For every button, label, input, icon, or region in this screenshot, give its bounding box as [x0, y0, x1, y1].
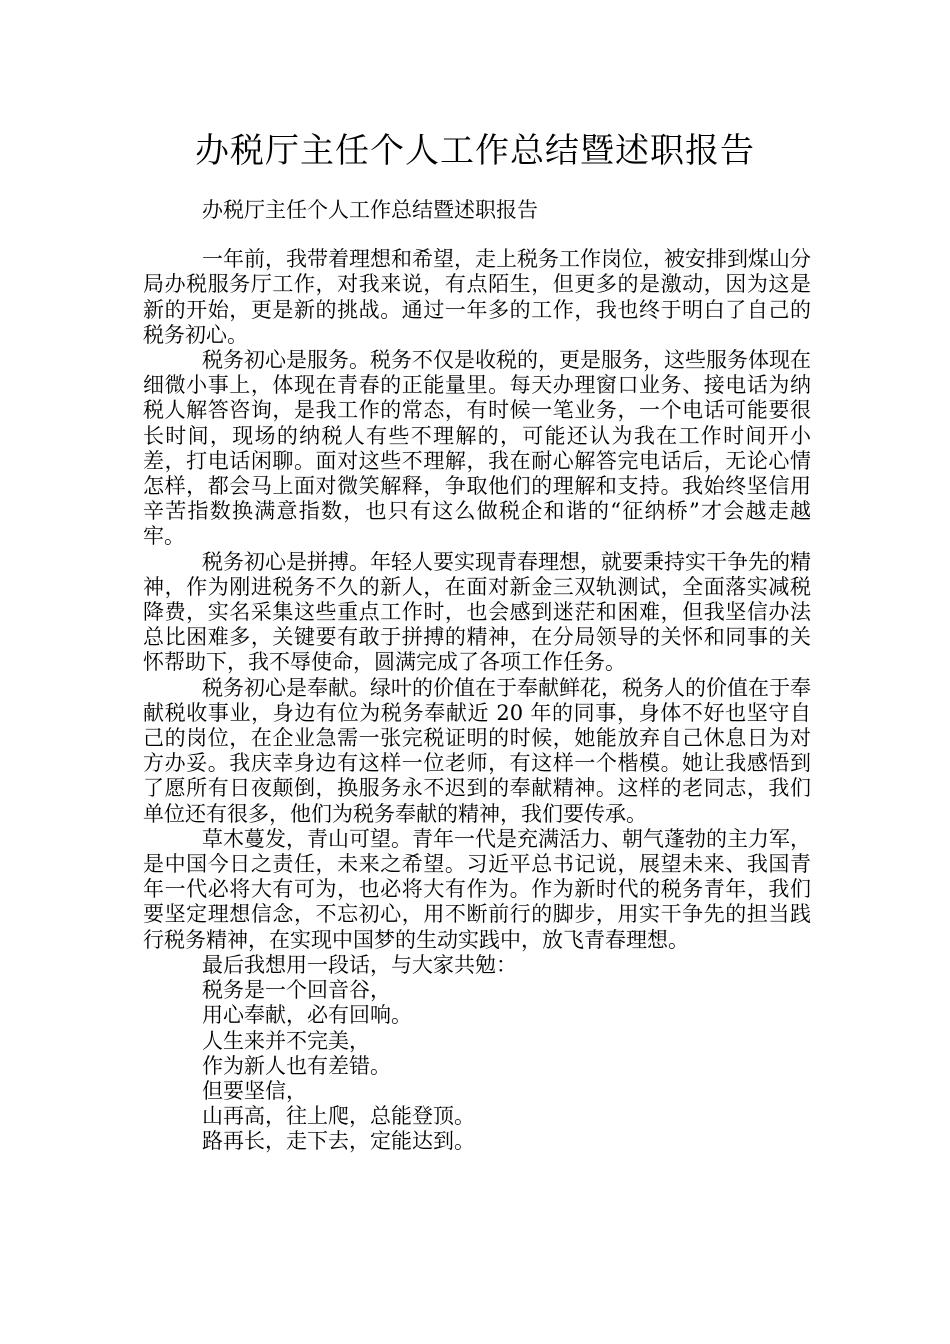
document-subtitle: 办税厅主任个人工作总结暨述职报告	[202, 198, 538, 222]
paragraph-struggle: 税务初心是拼搏。年轻人要实现青春理想，就要秉持实干争先的精神，作为刚进税务不久的新人，在面对新金三双轨测试，全面落实减税降费，实名采集这些重点工作时，也会感到迷茫和困难，但我坚信办法总比困难多，关键要有敢于拼搏的精神，在分局领导的关怀和同事的关怀帮助下，我不辱使命，圆满完成了各项工作任务。	[143, 549, 811, 675]
verse-line: 作为新人也有差错。	[202, 1053, 391, 1078]
paragraph-service: 税务初心是服务。税务不仅是收税的，更是服务，这些服务体现在细微小事上，体现在青春的正能量里。每天办理窗口业务、接电话为纳税人解答咨询，是我工作的常态，有时候一笔业务，一个电话可能要很长时间，现场的纳税人有些不理解的，可能还认为我在工作时间开小差，打电话闲聊。面对这些不理解，我在耐心解答完电话后，无论心情怎样，都会马上面对微笑解释，争取他们的理解和支持。我始终坚信用辛苦指数换满意指数，也只有这么做税企和谐的“征纳桥”才会越走越牢。	[143, 348, 811, 549]
closing-intro-line: 最后我想用一段话，与大家共勉：	[202, 952, 517, 977]
verse-line: 用心奉献，必有回响。	[202, 1003, 412, 1028]
document-body	[143, 198, 811, 1155]
document-title: 办税厅主任个人工作总结暨述职报告	[195, 131, 755, 171]
verse-line: 但要坚信，	[202, 1078, 307, 1103]
verse-line: 路再长，走下去，定能达到。	[202, 1129, 475, 1154]
paragraph-dedication: 税务初心是奉献。绿叶的价值在于奉献鲜花，税务人的价值在于奉献税收事业，身边有位为税务奉献近 20 年的同事，身体不好也坚守自己的岗位，在企业急需一张完税证明的时候，她能放弃自己休息日为对方办妥。我庆幸身边有这样一位老师，有这样一个楷模。她让我感悟到了愿所有日夜颠倒，换服务永不迟到的奉献精神。这样的老同志，我们单位还有很多，他们为税务奉献的精神，我们要传承。	[143, 675, 811, 826]
verse-line: 税务是一个回音谷，	[202, 978, 391, 1003]
verse-line: 人生来并不完美，	[202, 1028, 370, 1053]
paragraph-youth: 草木蔓发，青山可望。青年一代是充满活力、朝气蓬勃的主力军，是中国今日之责任，未来之希望。习近平总书记说，展望未来、我国青年一代必将大有可为，也必将大有作为。作为新时代的税务青年，我们要坚定理想信念，不忘初心，用不断前行的脚步，用实干争先的担当践行税务精神，在实现中国梦的生动实践中，放飞青春理想。	[143, 826, 811, 952]
verse-line: 山再高，往上爬，总能登顶。	[202, 1104, 475, 1129]
paragraph-intro: 一年前，我带着理想和希望，走上税务工作岗位，被安排到煤山分局办税服务厅工作，对我来说，有点陌生，但更多的是激动，因为这是新的开始，更是新的挑战。通过一年多的工作，我也终于明白了自己的税务初心。	[143, 247, 811, 347]
